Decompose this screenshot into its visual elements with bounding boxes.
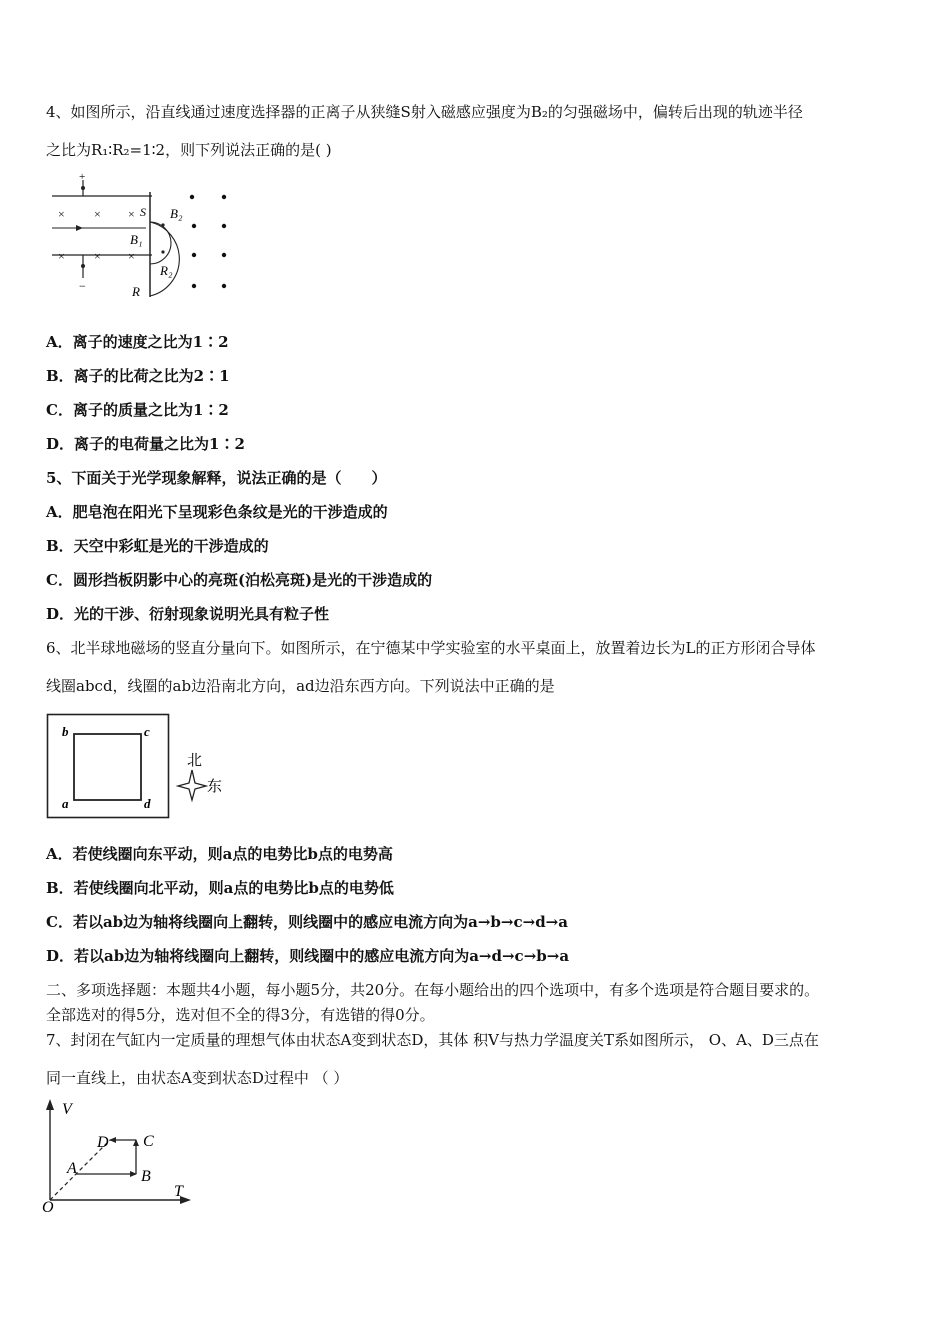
minus-label: − — [79, 279, 86, 293]
q5-option-d[interactable]: D．光的干涉、衍射现象说明光具有粒子性 — [46, 605, 330, 623]
compass-icon — [178, 770, 206, 800]
q4-option-c[interactable]: C．离子的质量之比为1∶2 — [46, 401, 229, 419]
svg-text:×: × — [128, 207, 135, 221]
svg-text:×: × — [94, 249, 101, 263]
q6-option-c[interactable]: C．若以ab边为轴将线圈向上翻转，则线圈中的感应电流方向为a→b→c→d→a — [46, 913, 568, 931]
state-D-label: D — [97, 1134, 109, 1151]
axis-T-label: T — [174, 1183, 183, 1200]
east-label: 东 — [207, 779, 223, 795]
q4-option-a[interactable]: A．离子的速度之比为1∶2 — [46, 333, 229, 351]
q4-velocity-selector-figure — [46, 172, 246, 302]
q7-stem-line1: 7、封闭在气缸内一定质量的理想气体由状态A变到状态D，其体 积V与热力学温度关T系如图所示， O、A、D三点在 — [46, 1031, 819, 1049]
vertex-a-label: a — [62, 796, 69, 811]
vertex-c-label: c — [144, 724, 150, 739]
B2-label: B₂ — [170, 206, 183, 221]
svg-text:×: × — [128, 249, 135, 263]
q6-stem-line1: 6、北半球地磁场的竖直分量向下。如图所示，在宁德某中学实验室的水平桌面上，放置着边长为L的正方形闭合导体 — [46, 639, 816, 657]
q6-coil-figure — [46, 712, 236, 822]
R2-label: R₂ — [160, 263, 173, 278]
vertex-d-label: d — [144, 796, 151, 811]
q5-option-b[interactable]: B．天空中彩虹是光的干涉造成的 — [46, 537, 269, 555]
section2-heading-line1: 二、多项选择题：本题共4小题，每小题5分，共20分。在每小题给出的四个选项中，有多个选项是符合题目要求的。 — [46, 981, 820, 999]
q4-stem-line2: 之比为R₁∶R₂=1∶2，则下列说法正确的是( ) — [46, 141, 332, 159]
state-B-label: B — [141, 1168, 151, 1185]
svg-text:×: × — [58, 207, 65, 221]
q5-option-a[interactable]: A．肥皂泡在阳光下呈现彩色条纹是光的干涉造成的 — [46, 503, 388, 521]
north-label: 北 — [187, 753, 203, 769]
vertex-b-label: b — [62, 724, 69, 739]
plus-label: + — [79, 172, 86, 183]
q4-stem-line1: 4、如图所示，沿直线通过速度选择器的正离子从狭缝S射入磁感应强度为B₂的匀强磁场中，偏转后出现的轨迹半径 — [46, 103, 803, 121]
q7-stem-line2: 同一直线上，由状态A变到状态D过程中 （ ） — [46, 1069, 349, 1087]
q4-option-d[interactable]: D．离子的电荷量之比为1∶2 — [46, 435, 245, 453]
q6-option-b[interactable]: B．若使线圈向北平动，则a点的电势比b点的电势低 — [46, 879, 394, 897]
svg-text:×: × — [94, 207, 101, 221]
slit-S-label: S — [140, 205, 146, 219]
q6-stem-line2: 线圈abcd，线圈的ab边沿南北方向，ad边沿东西方向。下列说法中正确的是 — [46, 677, 555, 695]
state-C-label: C — [143, 1133, 154, 1150]
q7-vt-graph — [40, 1096, 200, 1216]
q4-option-b[interactable]: B．离子的比荷之比为2∶1 — [46, 367, 230, 385]
R-label: R — [132, 284, 140, 299]
q5-stem: 5、下面关于光学现象解释，说法正确的是（ ） — [46, 469, 387, 487]
svg-text:×: × — [58, 249, 65, 263]
section2-heading-line2: 全部选对的得5分，选对但不全的得3分，有选错的得0分。 — [46, 1006, 435, 1024]
axis-V-label: V — [62, 1101, 72, 1118]
q6-option-a[interactable]: A．若使线圈向东平动，则a点的电势比b点的电势高 — [46, 845, 393, 863]
q6-option-d[interactable]: D．若以ab边为轴将线圈向上翻转，则线圈中的感应电流方向为a→d→c→b→a — [46, 947, 570, 965]
origin-O-label: O — [42, 1199, 54, 1216]
B1-label: B₁ — [130, 232, 143, 247]
q5-option-c[interactable]: C．圆形挡板阴影中心的亮斑(泊松亮斑)是光的干涉造成的 — [46, 571, 433, 589]
state-A-label: A — [67, 1160, 77, 1177]
